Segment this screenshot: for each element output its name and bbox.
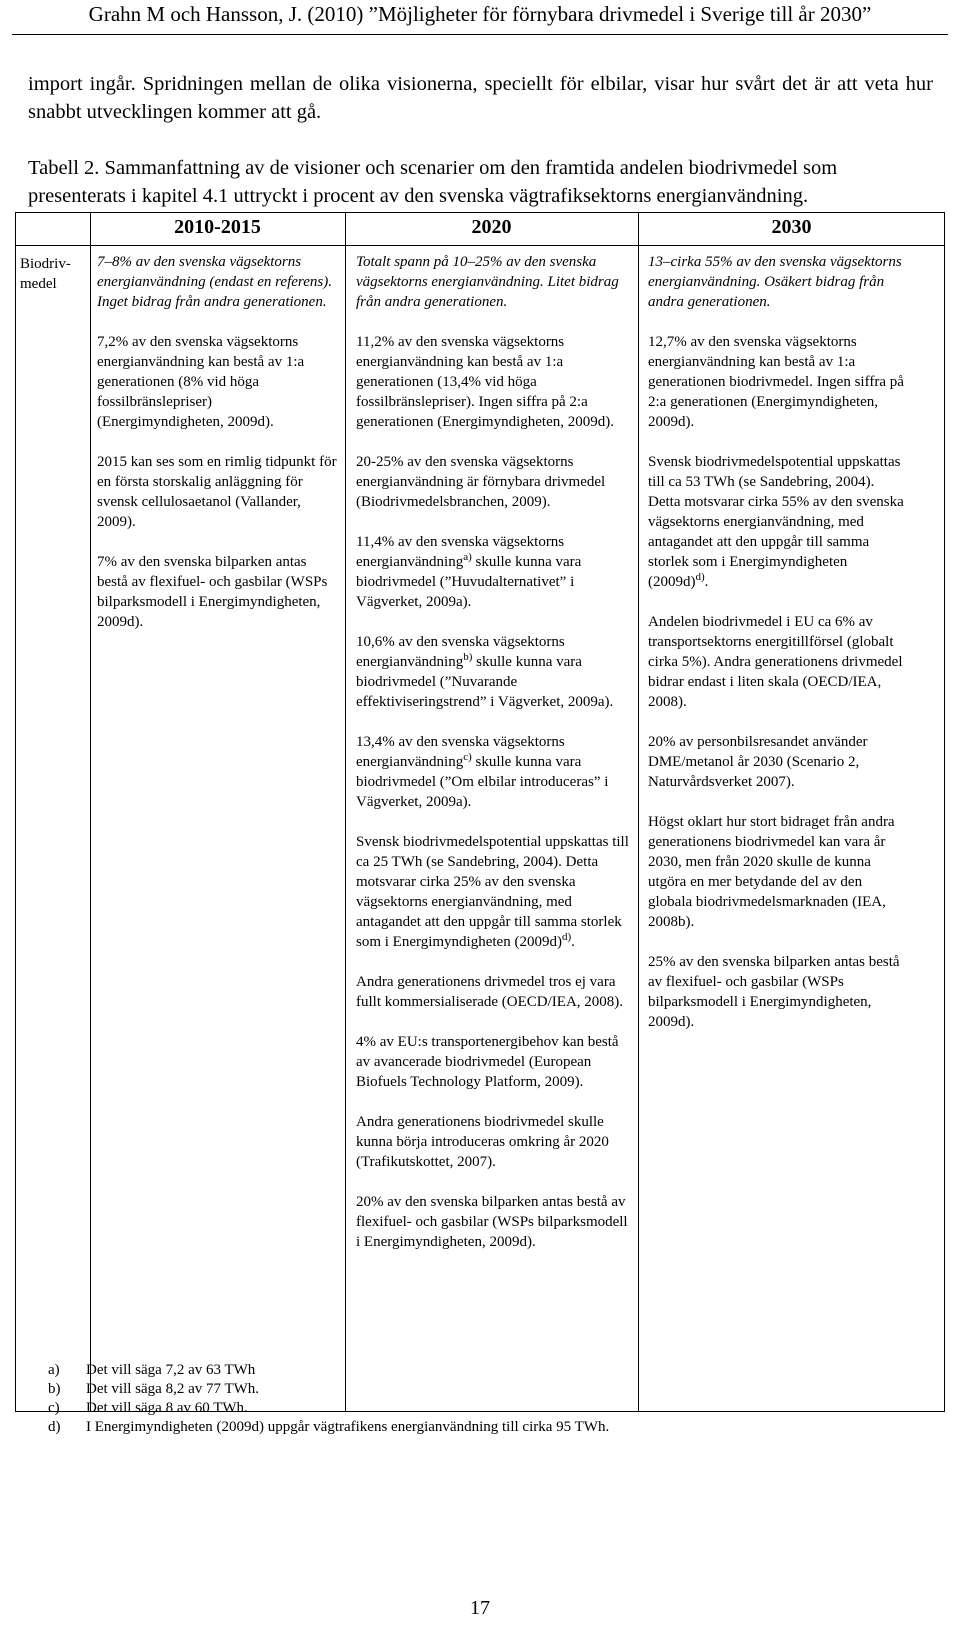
footnote-ref: a) bbox=[463, 551, 472, 563]
text-span: Svensk biodrivmedelspotential uppskattas till ca 25 TWh (se Sandebring, 2004). Detta motsvarar cirka 25% av den svenska vägsektorns energianvändning, med antagandet att den uppgår till samma storlek som i Energimyndigheten (2009d) bbox=[356, 834, 629, 950]
col-header-2020: 2020 bbox=[471, 216, 512, 238]
footnote-text: Det vill säga 7,2 av 63 TWh bbox=[86, 1362, 256, 1378]
cell-text bbox=[648, 452, 906, 592]
footnote-ref: d) bbox=[695, 571, 705, 583]
cell-text bbox=[356, 732, 631, 812]
cell-text: 20% av personbilsresandet använder DME/metanol år 2030 (Scenario 2, Naturvårdsverket 2007). bbox=[648, 734, 868, 790]
cell-text bbox=[356, 632, 631, 712]
text-span: . bbox=[571, 934, 575, 950]
intro-paragraph: import ingår. Spridningen mellan de olika visionerna, speciellt för elbilar, visar hur svårt det är att veta hur snabbt utvecklingen kommer att gå. bbox=[28, 73, 933, 123]
table-caption: Tabell 2. Sammanfattning av de visioner och scenarier om den framtida andelen biodrivmedel som presenterats i kapitel 4.1 uttryckt i procent av den svenska vägtrafiksektorns energianvändning. bbox=[28, 157, 838, 207]
text-span: skulle kunna vara biodrivmedel (”Om elbilar introduceras” i Vägverket, 2009a). bbox=[356, 754, 609, 810]
cell-2010-2015 bbox=[97, 252, 337, 652]
footnote bbox=[48, 1380, 609, 1399]
cell-2020 bbox=[356, 252, 631, 1272]
footnote bbox=[48, 1418, 609, 1437]
footnote-ref: d) bbox=[561, 931, 572, 943]
header-rule bbox=[12, 34, 948, 35]
running-header: Grahn M och Hansson, J. (2010) ”Möjligheter för förnybara drivmedel i Sverige till år 2030” bbox=[88, 2, 872, 26]
cell-text: Andra generationens biodrivmedel skulle kunna börja introduceras omkring år 2020 (Trafikutskottet, 2007). bbox=[356, 1114, 609, 1170]
text-span: . bbox=[704, 574, 709, 590]
cell-text: 13–cirka 55% av den svenska vägsektorns energianvändning. Osäkert bidrag från andra generationen. bbox=[648, 254, 902, 310]
col-header-2010-2015: 2010-2015 bbox=[174, 216, 261, 238]
cell-text: Totalt spann på 10–25% av den svenska vägsektorns energianvändning. Litet bidrag från andra generationen. bbox=[356, 254, 619, 310]
cell-text: 2015 kan ses som en rimlig tidpunkt för en första storskalig anläggning för svensk cellulosaetanol (Vallander, 2009). bbox=[97, 454, 337, 530]
footnote-text: Det vill säga 8 av 60 TWh. bbox=[86, 1400, 248, 1416]
cell-text: Andra generationens drivmedel tros ej vara fullt kommersialiserade (OECD/IEA, 2008). bbox=[356, 974, 624, 1010]
text-span: 10,6% av den svenska vägsektorns energianvändning bbox=[356, 634, 565, 670]
cell-text: 20-25% av den svenska vägsektorns energianvändning är förnybara drivmedel (Biodrivmedelsbranchen, 2009). bbox=[356, 454, 606, 510]
footnote-ref: b) bbox=[463, 651, 473, 663]
footnote-key: b) bbox=[48, 1381, 61, 1397]
footnote-text: Det vill säga 8,2 av 77 TWh. bbox=[86, 1381, 260, 1397]
cell-text: Högst oklart hur stort bidraget från andra generationens biodrivmedel kan vara år 2030, men från 2020 skulle de kunna utgöra en mer betydande del av den globala biodrivmedelsmarknaden (IEA, 2008b). bbox=[648, 814, 895, 930]
cell-text: 12,7% av den svenska vägsektorns energianvändning kan bestå av 1:a generationen biodrivmedel. Ingen siffra på 2:a generationen (Energimyndigheten, 2009d). bbox=[648, 334, 904, 430]
table-header-rule bbox=[15, 245, 945, 246]
col-header-2030: 2030 bbox=[771, 216, 812, 238]
footnote-key: c) bbox=[48, 1400, 60, 1416]
footnote bbox=[48, 1361, 609, 1380]
page-number: 17 bbox=[470, 1597, 490, 1619]
text-span: skulle kunna vara biodrivmedel (”Huvudalternativet” i Vägverket, 2009a). bbox=[356, 554, 582, 610]
cell-text: 4% av EU:s transportenergibehov kan bestå av avancerade biodrivmedel (European Biofuels Technology Platform, 2009). bbox=[356, 1034, 619, 1090]
cell-text: 7–8% av den svenska vägsektorns energianvändning (endast en referens). Inget bidrag från andra generationen. bbox=[97, 254, 332, 310]
table-divider-2 bbox=[345, 212, 346, 1412]
cell-text bbox=[356, 832, 631, 952]
cell-text: Andelen biodrivmedel i EU ca 6% av transportsektorns energitillförsel (globalt cirka 5%). Andra generationens drivmedel bidrar endast i liten skala (OECD/IEA, 2008). bbox=[648, 614, 903, 710]
text-span: Svensk biodrivmedelspotential uppskattas till ca 53 TWh (se Sandebring, 2004). Detta motsvarar cirka 55% av den svenska vägsektorns energianvändning, med antagandet att den uppgår till samma storlek som i Energimyndigheten (2009d) bbox=[648, 454, 904, 590]
cell-text: 7% av den svenska bilparken antas bestå av flexifuel- och gasbilar (WSPs bilparksmodell i Energimyndigheten, 2009d). bbox=[97, 554, 328, 630]
footnote-ref: c) bbox=[463, 751, 472, 763]
cell-text: 20% av den svenska bilparken antas bestå av flexifuel- och gasbilar (WSPs bilparksmodell i Energimyndigheten, 2009d). bbox=[356, 1194, 628, 1250]
cell-text: 11,2% av den svenska vägsektorns energianvändning kan bestå av 1:a generationen (13,4% vid höga fossilbränslepriser). Ingen siffra på 2:a generationen (Energimyndigheten, 2009d). bbox=[356, 334, 614, 430]
footnote-key: d) bbox=[48, 1419, 61, 1435]
footnote-text: I Energimyndigheten (2009d) uppgår vägtrafikens energianvändning till cirka 95 TWh. bbox=[86, 1419, 610, 1435]
text-span: 13,4% av den svenska vägsektorns energianvändning bbox=[356, 734, 565, 770]
text-span: skulle kunna vara biodrivmedel (”Nuvarande effektiviseringstrend” i Vägverket, 2009a). bbox=[356, 654, 614, 710]
footnote bbox=[48, 1399, 609, 1418]
footnote-key: a) bbox=[48, 1362, 60, 1378]
cell-text: 25% av den svenska bilparken antas bestå av flexifuel- och gasbilar (WSPs bilparksmodell i Energimyndigheten, 2009d). bbox=[648, 954, 900, 1030]
footnotes bbox=[48, 1361, 609, 1437]
cell-2030 bbox=[648, 252, 906, 1052]
table-divider-1 bbox=[90, 212, 91, 1412]
cell-text: 7,2% av den svenska vägsektorns energianvändning kan bestå av 1:a generationen (8% vid höga fossilbränslepriser) (Energimyndigheten, 2009d). bbox=[97, 334, 305, 430]
cell-text bbox=[356, 532, 631, 612]
row-label-biodrivmedel: Biodriv-medel bbox=[20, 256, 71, 292]
table-divider-3 bbox=[638, 212, 639, 1412]
text-span: 11,4% av den svenska vägsektorns energianvändning bbox=[356, 534, 565, 570]
